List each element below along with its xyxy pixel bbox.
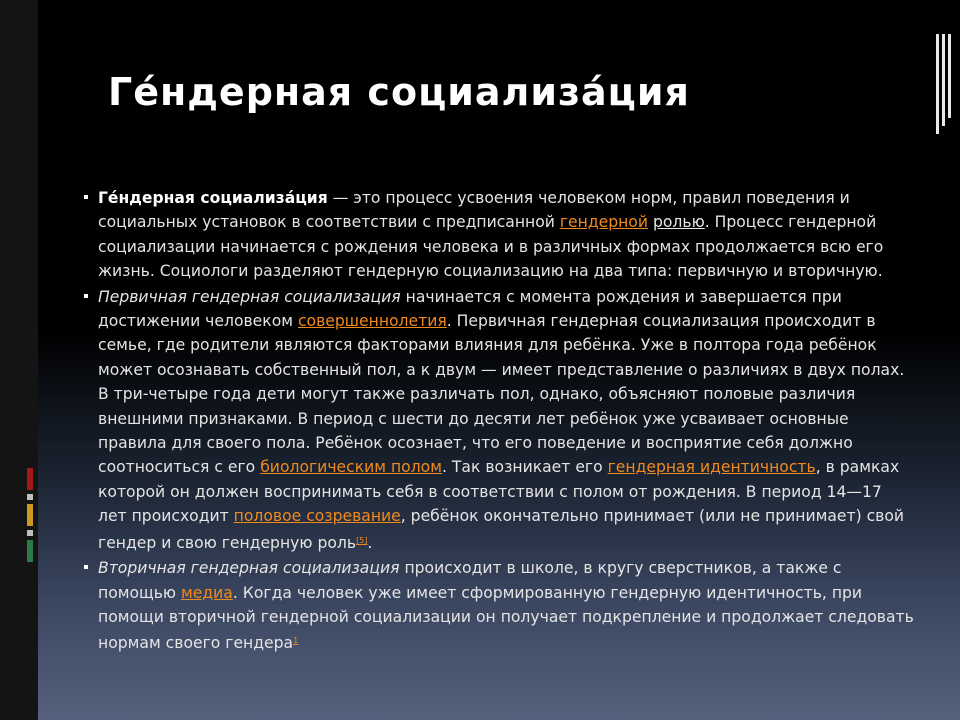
reference-link[interactable]: [5]: [356, 535, 368, 545]
term-italic: Первичная гендерная социализация: [98, 287, 401, 306]
body-text: , в рамках которой он должен воспринимать себя в соответствии с полом от рождения. В период 14—17 лет происходит: [98, 458, 900, 526]
right-decorative-bars: [936, 34, 954, 134]
left-decorative-strip: [0, 0, 38, 720]
link-biologicheskim-polom[interactable]: биологическим полом: [260, 458, 442, 477]
term-bold: Ге́ндерная социализа́ция: [98, 189, 328, 207]
link-media[interactable]: медиа: [181, 583, 233, 602]
slide-title: Ге́ндерная социализа́ция: [108, 70, 690, 114]
left-color-marks: [27, 468, 35, 566]
body-text: . Процесс гендерной социализации начинается с рождения человека и в различных формах продолжается всю его жизнь. Социологи разделяют гендерную социализацию на два типа: первичную и вторичную.: [98, 213, 884, 281]
bullet-item-primary: [84, 285, 914, 555]
bullet-item-secondary: [84, 556, 914, 656]
body-text: , ребёнок окончательно принимает (или не принимает) свой гендер и свою гендерную роль: [98, 507, 905, 552]
square-bullet-icon: [84, 294, 88, 298]
underlined-rolyu[interactable]: ролью: [652, 213, 705, 232]
body-text: . Когда человек уже имеет сформированную гендерную идентичность, при помощи вторичной гендерной социализации он получает подкрепление и продолжает следовать нормам своего гендера: [98, 583, 914, 653]
body-text: начинается с момента рождения и завершается при достижении человеком: [98, 287, 842, 331]
body-text: происходит в школе, в кругу сверстников, а также с помощью: [98, 559, 842, 602]
body-text: . Первичная гендерная социализация происходит в семье, где родители являются факторами влияния для ребёнка. Уже в полтора года ребёнок может осознавать собственный пол, а к двум — имеет представление о различиях в двух полах. В три-четыре года дети могут также различать пол, однако, объясняют половые различия внешними признаками. В период с шести до десяти лет ребёнок уже усваивает основные правила для своего пола. Ребёнок осознает, что его поведение и восприятие себя должно соотноситься с его: [98, 312, 905, 477]
reference-link[interactable]: 1: [293, 636, 299, 646]
link-sovershennoletiya[interactable]: совершеннолетия: [297, 312, 447, 331]
bullet-item-definition: [84, 186, 914, 284]
square-bullet-icon: [84, 565, 88, 569]
square-bullet-icon: [84, 195, 88, 199]
body-text: — это процесс усвоения человеком норм, правил поведения и социальных установок в соответствии с предписанной: [98, 189, 850, 232]
term-italic: Вторичная гендерная социализация: [98, 559, 400, 578]
body-text: . Так возникает его: [441, 458, 608, 477]
link-gendernoy[interactable]: гендерной: [559, 213, 648, 232]
body-text: .: [367, 533, 373, 552]
link-gendernaya-identichnost[interactable]: гендерная идентичность: [607, 458, 816, 477]
content-list: [84, 186, 914, 657]
link-polovoe-sozrevanie[interactable]: половое созревание: [233, 507, 401, 526]
